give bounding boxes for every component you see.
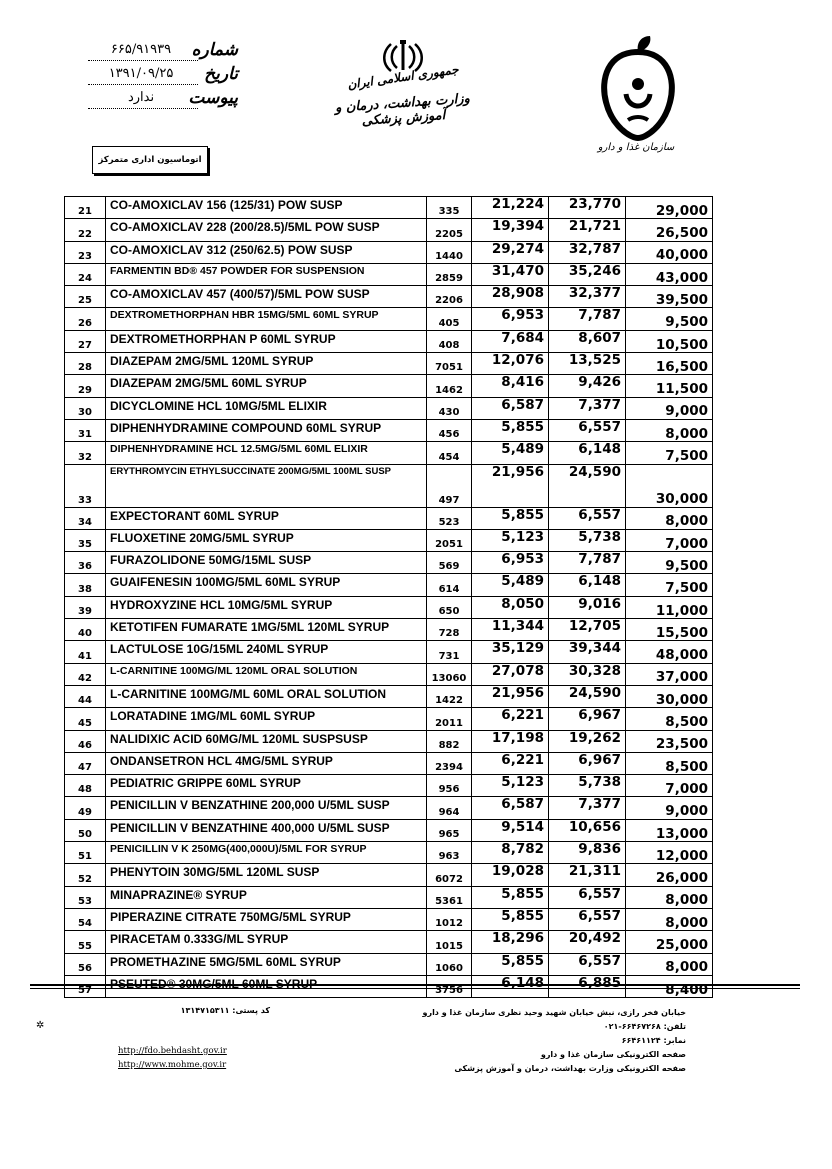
price-2: 23,770 (549, 197, 626, 219)
drug-code: 523 (427, 507, 472, 529)
row-number: 46 (65, 730, 106, 752)
price-2: 32,377 (549, 286, 626, 308)
price-2: 12,705 (549, 619, 626, 641)
price-2: 6,885 (549, 975, 626, 997)
letter-date-row (88, 64, 238, 88)
office-automation-stamp: اتوماسیون اداری متمرکز (92, 146, 208, 174)
price-1: 35,129 (472, 641, 549, 663)
footer-fdo-site: صفحه الکترونیکی سازمان غذا و دارو (540, 1050, 686, 1059)
letter-number-label: شماره (191, 40, 238, 60)
table-row (65, 286, 713, 308)
drug-name: PIPERAZINE CITRATE 750MG/5ML SYRUP (106, 908, 427, 930)
table-row (65, 507, 713, 529)
price-2: 6,557 (549, 419, 626, 441)
drug-name: PEDIATRIC GRIPPE 60ML SYRUP (106, 775, 427, 797)
drug-code: 964 (427, 797, 472, 819)
drug-name: PENICILLIN V BENZATHINE 400,000 U/5ML SUSP (106, 819, 427, 841)
table-row (65, 529, 713, 551)
row-number: 42 (65, 663, 106, 685)
price-1: 5,855 (472, 953, 549, 975)
price-1: 6,587 (472, 797, 549, 819)
drug-name: MINAPRAZINE® SYRUP (106, 886, 427, 908)
price-1: 6,221 (472, 752, 549, 774)
price-1: 21,224 (472, 197, 549, 219)
price-3: 12,000 (626, 842, 713, 864)
fda-caption: سازمان غذا و دارو (597, 142, 675, 153)
price-1: 21,956 (472, 685, 549, 707)
letter-attachment-value: ندارد (127, 90, 155, 105)
row-number: 57 (65, 975, 106, 997)
drug-code: 13060 (427, 663, 472, 685)
row-number: 49 (65, 797, 106, 819)
price-3: 13,000 (626, 819, 713, 841)
price-2: 9,836 (549, 842, 626, 864)
dotted-line (88, 84, 198, 85)
price-2: 6,557 (549, 886, 626, 908)
drug-code: 882 (427, 730, 472, 752)
price-2: 21,721 (549, 219, 626, 241)
price-3: 23,500 (626, 730, 713, 752)
price-1: 19,028 (472, 864, 549, 886)
row-number: 50 (65, 819, 106, 841)
drug-code: 7051 (427, 353, 472, 375)
price-1: 21,956 (472, 464, 549, 507)
dotted-line (88, 60, 198, 61)
price-2: 5,738 (549, 775, 626, 797)
drug-code: 6072 (427, 864, 472, 886)
table-row (65, 263, 713, 285)
price-3: 48,000 (626, 641, 713, 663)
table-row (65, 685, 713, 707)
drug-name: PROMETHAZINE 5MG/5ML 60ML SYRUP (106, 953, 427, 975)
price-1: 8,050 (472, 596, 549, 618)
price-2: 9,016 (549, 596, 626, 618)
drug-code: 614 (427, 574, 472, 596)
price-3: 9,000 (626, 397, 713, 419)
price-3: 40,000 (626, 241, 713, 263)
drug-name: CO-AMOXICLAV 156 (125/31) POW SUSP (106, 197, 427, 219)
star-icon: ✲ (36, 1020, 45, 1031)
price-1: 17,198 (472, 730, 549, 752)
price-3: 11,500 (626, 375, 713, 397)
table-row (65, 552, 713, 574)
row-number: 22 (65, 219, 106, 241)
price-2: 20,492 (549, 931, 626, 953)
price-1: 7,684 (472, 330, 549, 352)
ministry-line-1: جمهوری اسلامی ایران (346, 62, 460, 92)
row-number: 35 (65, 529, 106, 551)
price-3: 8,000 (626, 953, 713, 975)
row-number: 55 (65, 931, 106, 953)
price-1: 12,076 (472, 353, 549, 375)
row-number: 31 (65, 419, 106, 441)
drug-code: 430 (427, 397, 472, 419)
price-2: 6,967 (549, 708, 626, 730)
drug-price-table (64, 196, 713, 998)
drug-code: 963 (427, 842, 472, 864)
row-number: 51 (65, 842, 106, 864)
footer-fax: نمابر: ۶۶۴۶۱۱۲۴ (621, 1036, 686, 1045)
price-3: 8,000 (626, 419, 713, 441)
drug-code: 2394 (427, 752, 472, 774)
row-number: 38 (65, 574, 106, 596)
row-number: 24 (65, 263, 106, 285)
table-row (65, 797, 713, 819)
letter-attachment-label: پیوست (188, 88, 238, 108)
drug-code: 3756 (427, 975, 472, 997)
price-1: 5,123 (472, 529, 549, 551)
table-row (65, 775, 713, 797)
table-row (65, 330, 713, 352)
drug-name: ERYTHROMYCIN ETHYLSUCCINATE 200MG/5ML 100ML SUSP (106, 464, 427, 507)
drug-name: KETOTIFEN FUMARATE 1MG/5ML 120ML SYRUP (106, 619, 427, 641)
price-2: 6,557 (549, 953, 626, 975)
price-3: 9,500 (626, 552, 713, 574)
price-2: 5,738 (549, 529, 626, 551)
price-2: 7,787 (549, 308, 626, 330)
fdo-url-link[interactable]: http://fdo.behdasht.gov.ir (118, 1046, 227, 1056)
price-3: 9,500 (626, 308, 713, 330)
drug-name: EXPECTORANT 60ML SYRUP (106, 507, 427, 529)
mohme-url-link[interactable]: http://www.mohme.gov.ir (118, 1060, 227, 1070)
price-1: 8,416 (472, 375, 549, 397)
drug-name: DIAZEPAM 2MG/5ML 120ML SYRUP (106, 353, 427, 375)
drug-code: 2859 (427, 263, 472, 285)
price-3: 11,000 (626, 596, 713, 618)
ministry-line-2: وزارت بهداشت، درمان و آموزش پزشکی (334, 91, 471, 129)
price-1: 5,855 (472, 886, 549, 908)
row-number: 40 (65, 619, 106, 641)
table-row (65, 931, 713, 953)
drug-code: 1422 (427, 685, 472, 707)
price-2: 6,148 (549, 574, 626, 596)
drug-name: DICYCLOMINE HCL 10MG/5ML ELIXIR (106, 397, 427, 419)
drug-name: ONDANSETRON HCL 4MG/5ML SYRUP (106, 752, 427, 774)
price-3: 7,500 (626, 574, 713, 596)
table-row (65, 241, 713, 263)
table-row (65, 819, 713, 841)
drug-code: 497 (427, 464, 472, 507)
table-row (65, 908, 713, 930)
price-2: 19,262 (549, 730, 626, 752)
price-2: 9,426 (549, 375, 626, 397)
drug-name: CO-AMOXICLAV 457 (400/57)/5ML POW SUSP (106, 286, 427, 308)
price-2: 6,557 (549, 908, 626, 930)
drug-name: NALIDIXIC ACID 60MG/ML 120ML SUSPSUSP (106, 730, 427, 752)
price-3: 8,500 (626, 752, 713, 774)
footer-phone: تلفن: ۶۶۴۶۷۲۶۸-۰۲۱ (603, 1022, 686, 1031)
price-3: 8,000 (626, 507, 713, 529)
price-1: 11,344 (472, 619, 549, 641)
drug-code: 1462 (427, 375, 472, 397)
table-row (65, 219, 713, 241)
row-number: 45 (65, 708, 106, 730)
row-number: 54 (65, 908, 106, 930)
price-2: 13,525 (549, 353, 626, 375)
drug-name: PSEUTED® 30MG/5ML 60ML SYRUP (106, 975, 427, 997)
letter-date-value: ۱۳۹۱/۰۹/۲۵ (108, 66, 174, 81)
row-number: 36 (65, 552, 106, 574)
table-row (65, 864, 713, 886)
drug-code: 1060 (427, 953, 472, 975)
price-2: 24,590 (549, 685, 626, 707)
drug-code: 965 (427, 819, 472, 841)
drug-code: 2051 (427, 529, 472, 551)
table-row (65, 619, 713, 641)
price-2: 32,787 (549, 241, 626, 263)
price-1: 5,855 (472, 419, 549, 441)
price-1: 6,587 (472, 397, 549, 419)
drug-code: 956 (427, 775, 472, 797)
table-row (65, 730, 713, 752)
price-3: 8,000 (626, 908, 713, 930)
price-1: 5,123 (472, 775, 549, 797)
price-1: 6,953 (472, 308, 549, 330)
drug-code: 2205 (427, 219, 472, 241)
price-3: 7,500 (626, 442, 713, 464)
row-number: 48 (65, 775, 106, 797)
price-3: 25,000 (626, 931, 713, 953)
fda-logo-icon (598, 34, 678, 144)
table-row (65, 375, 713, 397)
drug-code: 2206 (427, 286, 472, 308)
row-number: 28 (65, 353, 106, 375)
row-number: 26 (65, 308, 106, 330)
reference-block (88, 40, 238, 112)
drug-name: PIRACETAM 0.333G/ML SYRUP (106, 931, 427, 953)
drug-name: CO-AMOXICLAV 312 (250/62.5) POW SUSP (106, 241, 427, 263)
price-2: 24,590 (549, 464, 626, 507)
table-row (65, 975, 713, 997)
price-3: 37,000 (626, 663, 713, 685)
drug-name: DIPHENHYDRAMINE HCL 12.5MG/5ML 60ML ELIXIR (106, 442, 427, 464)
drug-code: 1012 (427, 908, 472, 930)
ministry-heading (318, 62, 488, 130)
table-row (65, 574, 713, 596)
drug-code: 408 (427, 330, 472, 352)
price-2: 35,246 (549, 263, 626, 285)
drug-code: 569 (427, 552, 472, 574)
letter-date-label: تاریخ (204, 64, 238, 84)
price-2: 6,557 (549, 507, 626, 529)
price-1: 28,908 (472, 286, 549, 308)
price-1: 27,078 (472, 663, 549, 685)
drug-code: 5361 (427, 886, 472, 908)
table-row (65, 708, 713, 730)
row-number: 25 (65, 286, 106, 308)
row-number: 56 (65, 953, 106, 975)
table-row (65, 953, 713, 975)
drug-name: L-CARNITINE 100MG/ML 60ML ORAL SOLUTION (106, 685, 427, 707)
drug-name: LACTULOSE 10G/15ML 240ML SYRUP (106, 641, 427, 663)
price-2: 7,377 (549, 397, 626, 419)
price-1: 29,274 (472, 241, 549, 263)
footer-contact (386, 1006, 686, 1076)
drug-name: PENICILLIN V BENZATHINE 200,000 U/5ML SUSP (106, 797, 427, 819)
table-row (65, 308, 713, 330)
price-2: 39,344 (549, 641, 626, 663)
price-1: 8,782 (472, 842, 549, 864)
drug-code: 454 (427, 442, 472, 464)
drug-name: DEXTROMETHORPHAN P 60ML SYRUP (106, 330, 427, 352)
price-1: 19,394 (472, 219, 549, 241)
row-number: 32 (65, 442, 106, 464)
drug-code: 456 (427, 419, 472, 441)
footer-divider (30, 988, 800, 989)
price-3: 9,000 (626, 797, 713, 819)
price-2: 8,607 (549, 330, 626, 352)
row-number: 44 (65, 685, 106, 707)
price-2: 7,787 (549, 552, 626, 574)
table-row (65, 464, 713, 507)
table-row (65, 752, 713, 774)
table-row (65, 886, 713, 908)
price-3: 16,500 (626, 353, 713, 375)
table-row (65, 419, 713, 441)
row-number: 53 (65, 886, 106, 908)
row-number: 34 (65, 507, 106, 529)
row-number: 41 (65, 641, 106, 663)
price-2: 7,377 (549, 797, 626, 819)
drug-name: FLUOXETINE 20MG/5ML SYRUP (106, 529, 427, 551)
price-3: 10,500 (626, 330, 713, 352)
price-1: 6,953 (472, 552, 549, 574)
price-3: 8,400 (626, 975, 713, 997)
price-3: 30,000 (626, 685, 713, 707)
dotted-line (88, 108, 198, 109)
row-number: 27 (65, 330, 106, 352)
table-row (65, 842, 713, 864)
drug-name: LORATADINE 1MG/ML 60ML SYRUP (106, 708, 427, 730)
price-3: 15,500 (626, 619, 713, 641)
table-row (65, 596, 713, 618)
price-1: 6,148 (472, 975, 549, 997)
drug-code: 335 (427, 197, 472, 219)
row-number: 47 (65, 752, 106, 774)
price-1: 18,296 (472, 931, 549, 953)
footer-links (118, 1044, 227, 1072)
drug-code: 731 (427, 641, 472, 663)
price-1: 31,470 (472, 263, 549, 285)
drug-code: 728 (427, 619, 472, 641)
table-row (65, 442, 713, 464)
table-row (65, 641, 713, 663)
row-number: 23 (65, 241, 106, 263)
drug-name: CO-AMOXICLAV 228 (200/28.5)/5ML POW SUSP (106, 219, 427, 241)
footer-postal-code: کد پستی: ۱۳۱۴۷۱۵۳۱۱ (180, 1006, 270, 1015)
drug-code: 1015 (427, 931, 472, 953)
table-row (65, 353, 713, 375)
drug-code: 650 (427, 596, 472, 618)
row-number: 30 (65, 397, 106, 419)
drug-name: FARMENTIN BD® 457 POWDER FOR SUSPENSION (106, 263, 427, 285)
letter-attachment-row (88, 88, 238, 112)
table-row (65, 197, 713, 219)
price-2: 6,967 (549, 752, 626, 774)
price-3: 29,000 (626, 197, 713, 219)
price-3: 39,500 (626, 286, 713, 308)
price-2: 6,148 (549, 442, 626, 464)
row-number: 39 (65, 596, 106, 618)
price-1: 9,514 (472, 819, 549, 841)
drug-code: 2011 (427, 708, 472, 730)
drug-name: PENICILLIN V K 250MG(400,000U)/5ML FOR SYRUP (106, 842, 427, 864)
drug-name: HYDROXYZINE HCL 10MG/5ML SYRUP (106, 596, 427, 618)
row-number: 52 (65, 864, 106, 886)
drug-name: FURAZOLIDONE 50MG/15ML SUSP (106, 552, 427, 574)
price-1: 5,855 (472, 507, 549, 529)
drug-name: DIPHENHYDRAMINE COMPOUND 60ML SYRUP (106, 419, 427, 441)
row-number: 33 (65, 464, 106, 507)
drug-code: 405 (427, 308, 472, 330)
drug-name: DIAZEPAM 2MG/5ML 60ML SYRUP (106, 375, 427, 397)
drug-name: L-CARNITINE 100MG/ML 120ML ORAL SOLUTION (106, 663, 427, 685)
drug-code: 1440 (427, 241, 472, 263)
price-3: 43,000 (626, 263, 713, 285)
price-1: 5,489 (472, 442, 549, 464)
footer-ministry-site: صفحه الکترونیکی وزارت بهداشت، درمان و آموزش پزشکی (454, 1064, 686, 1073)
drug-name: DEXTROMETHORPHAN HBR 15MG/5ML 60ML SYRUP (106, 308, 427, 330)
price-3: 26,000 (626, 864, 713, 886)
price-3: 30,000 (626, 464, 713, 507)
price-2: 30,328 (549, 663, 626, 685)
price-1: 5,489 (472, 574, 549, 596)
price-3: 8,500 (626, 708, 713, 730)
footer-address: خیابان فخر رازی، نبش خیابان شهید وحید نظری سازمان غذا و دارو (422, 1008, 686, 1017)
footer-divider (30, 984, 800, 986)
letter-number-row (88, 40, 238, 64)
price-3: 7,000 (626, 529, 713, 551)
price-2: 10,656 (549, 819, 626, 841)
price-2: 21,311 (549, 864, 626, 886)
price-1: 5,855 (472, 908, 549, 930)
row-number: 29 (65, 375, 106, 397)
row-number: 21 (65, 197, 106, 219)
drug-name: GUAIFENESIN 100MG/5ML 60ML SYRUP (106, 574, 427, 596)
table-row (65, 663, 713, 685)
price-3: 7,000 (626, 775, 713, 797)
table-row (65, 397, 713, 419)
drug-name: PHENYTOIN 30MG/5ML 120ML SUSP (106, 864, 427, 886)
price-3: 26,500 (626, 219, 713, 241)
letter-number-value: ۶۶۵/۹۱۹۳۹ (110, 42, 172, 57)
price-1: 6,221 (472, 708, 549, 730)
price-3: 8,000 (626, 886, 713, 908)
